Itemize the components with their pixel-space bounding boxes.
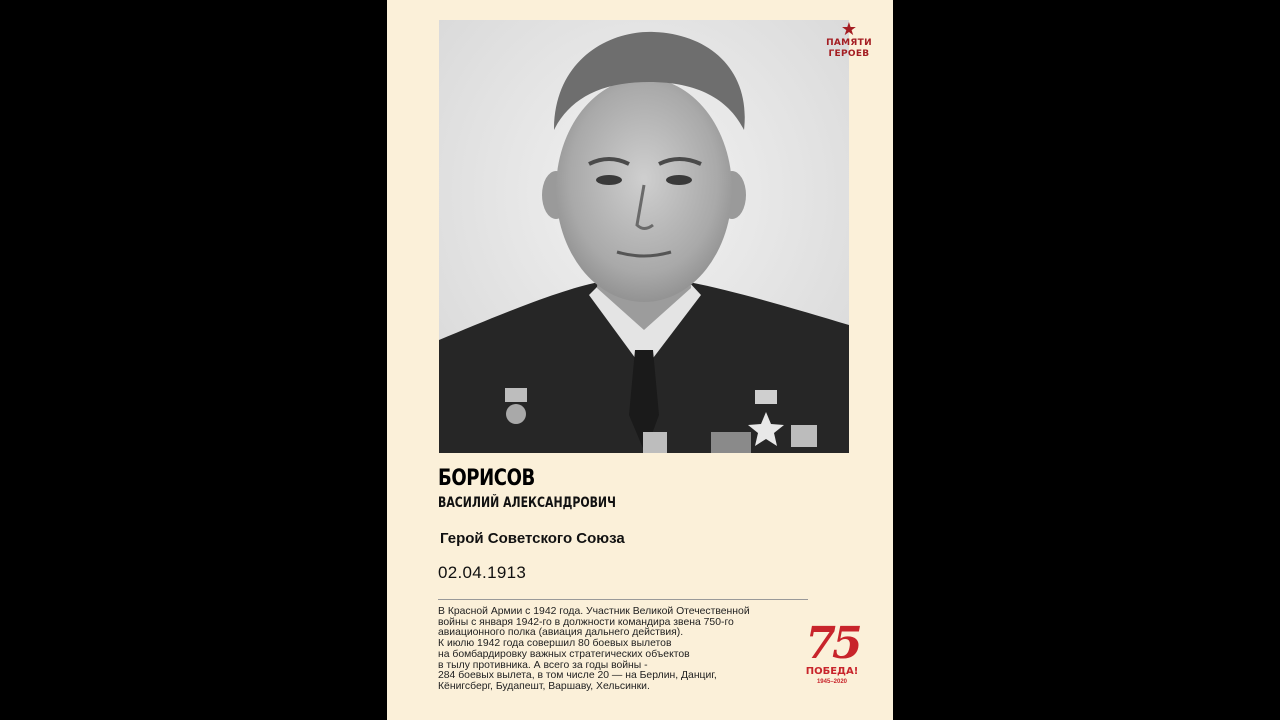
logo-line-1: ПАМЯТИ [826,38,872,48]
logo-line-2: ГЕРОЕВ [828,49,870,59]
star-icon: ★ [840,19,858,39]
biography-text [438,607,818,693]
surname: БОРИСОВ [438,466,535,491]
bio-line: в тылу противника. А всего за годы войны - [438,659,648,671]
bio-line: 284 боевых вылета, в том числе 20 — на Берлин, Данциг, [438,670,717,682]
bio-line: К июлю 1942 года совершил 80 боевых вылетов [438,638,672,650]
honor-title: Герой Советского Союза [440,530,625,547]
victory-number: 75 [805,618,859,669]
bio-line: В Красной Армии с 1942 года. Участник Великой Отечественной [438,606,750,617]
victory-years: 1945–2020 [816,679,848,685]
divider [438,599,808,600]
bio-line: авиационного полка (авиация дальнего действия). [438,627,684,639]
memory-of-heroes-logo [819,20,879,60]
portrait-photo [439,20,849,453]
bio-line: на бомбардировку важных стратегических объектов [438,648,690,660]
birth-date: 02.04.1913 [438,563,527,582]
bio-line: войны с января 1942-го в должности командира звена 750-го [438,616,734,628]
memorial-poster [387,0,893,720]
bio-line: Кёнигсберг, Будапешт, Варшаву, Хельсинки. [438,680,650,692]
given-names: ВАСИЛИЙ АЛЕКСАНДРОВИЧ [438,495,616,511]
victory-word: ПОБЕДА! [805,666,859,677]
victory-75-logo [801,618,863,686]
